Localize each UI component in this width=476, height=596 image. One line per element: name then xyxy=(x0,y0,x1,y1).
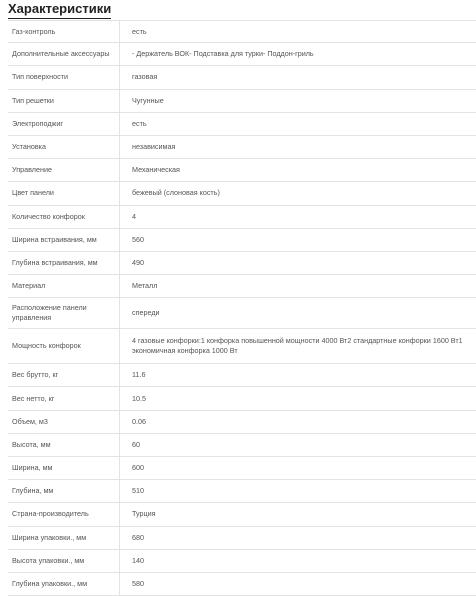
spec-row xyxy=(8,43,476,66)
spec-row xyxy=(8,136,476,159)
spec-row xyxy=(8,113,476,136)
spec-key: Материал xyxy=(8,275,120,297)
spec-value: 510 xyxy=(132,486,144,496)
spec-row xyxy=(8,275,476,298)
spec-key: Установка xyxy=(8,136,120,158)
spec-value: Чугунные xyxy=(132,95,164,105)
section-title xyxy=(8,0,476,20)
spec-row xyxy=(8,573,476,596)
spec-row xyxy=(8,329,476,364)
spec-value: 60 xyxy=(132,439,140,449)
spec-row xyxy=(8,90,476,113)
spec-key: Ширина, мм xyxy=(8,457,120,479)
spec-row xyxy=(8,503,476,526)
spec-row xyxy=(8,229,476,252)
spec-key: Ширина встраивания, мм xyxy=(8,229,120,251)
spec-key: Количество конфорок xyxy=(8,206,120,228)
spec-value: бежевый (слоновая кость) xyxy=(132,188,220,198)
spec-value: 140 xyxy=(132,555,144,565)
spec-row xyxy=(8,434,476,457)
spec-key: Управление xyxy=(8,159,120,181)
spec-row xyxy=(8,411,476,434)
section-title-text: Характеристики xyxy=(8,1,111,19)
spec-value: независимая xyxy=(132,142,176,152)
spec-key: Глубина встраивания, мм xyxy=(8,252,120,274)
spec-value: газовая xyxy=(132,72,158,82)
spec-value: 4 xyxy=(132,211,136,221)
spec-value: Турция xyxy=(132,509,156,519)
spec-key: Ширина упаковки., мм xyxy=(8,527,120,549)
spec-key: Тип поверхности xyxy=(8,66,120,88)
spec-key: Электроподжиг xyxy=(8,113,120,135)
spec-value: 11.6 xyxy=(132,370,146,380)
spec-value: Механическая xyxy=(132,165,180,175)
spec-row xyxy=(8,20,476,43)
spec-key: Высота упаковки., мм xyxy=(8,550,120,572)
spec-value: 10.5 xyxy=(132,393,146,403)
specs-table xyxy=(8,20,476,596)
spec-row xyxy=(8,252,476,275)
spec-value: 560 xyxy=(132,234,144,244)
spec-row xyxy=(8,159,476,182)
spec-value: есть xyxy=(132,26,147,36)
spec-value: есть xyxy=(132,118,147,128)
spec-value: 600 xyxy=(132,463,144,473)
spec-key: Объем, м3 xyxy=(8,411,120,433)
spec-key: Цвет панели xyxy=(8,182,120,204)
spec-value: спереди xyxy=(132,308,160,318)
spec-row xyxy=(8,298,476,329)
spec-row xyxy=(8,206,476,229)
spec-key: Газ-контроль xyxy=(8,21,120,42)
spec-row xyxy=(8,182,476,205)
spec-value: 680 xyxy=(132,532,144,542)
spec-row xyxy=(8,457,476,480)
spec-key: Расположение панели управления xyxy=(8,298,120,328)
spec-row xyxy=(8,550,476,573)
spec-row xyxy=(8,66,476,89)
spec-key: Мощность конфорок xyxy=(8,329,120,363)
spec-row xyxy=(8,527,476,550)
spec-key: Высота, мм xyxy=(8,434,120,456)
spec-value: Металл xyxy=(132,281,158,291)
spec-key: Глубина упаковки., мм xyxy=(8,573,120,595)
spec-row xyxy=(8,364,476,387)
spec-key: Глубина, мм xyxy=(8,480,120,502)
spec-value: 4 газовые конфорки:1 конфорка повышенной мощности 4000 Вт2 стандартные конфорки 1600 Вт1 экономичная конфорка 1000 Вт xyxy=(132,336,463,356)
spec-value: - Держатель ВОК- Подставка для турки- Поддон-гриль xyxy=(132,49,314,59)
spec-value: 0.06 xyxy=(132,416,146,426)
spec-key: Дополнительные аксессуары xyxy=(8,43,120,65)
spec-key: Страна-производитель xyxy=(8,503,120,525)
spec-value: 490 xyxy=(132,257,144,267)
spec-key: Вес нетто, кг xyxy=(8,387,120,409)
spec-row xyxy=(8,387,476,410)
spec-key: Тип решетки xyxy=(8,90,120,112)
spec-key: Вес брутто, кг xyxy=(8,364,120,386)
spec-value: 580 xyxy=(132,579,144,589)
